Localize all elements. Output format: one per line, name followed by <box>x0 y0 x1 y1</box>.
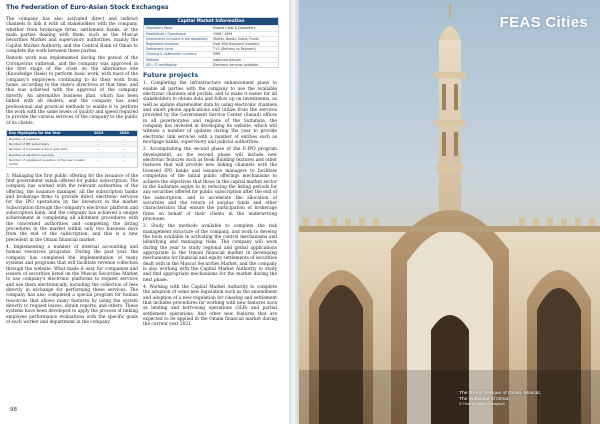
info-value: 1998 / 1999 <box>213 31 233 36</box>
table-row <box>7 136 137 141</box>
section-heading-future-projects: Future projects <box>143 70 199 79</box>
table-header-cell: 2019 <box>93 130 104 135</box>
table-cell: Number of IPO subscribers <box>9 142 50 147</box>
caption-line: The Grand Mosque of Oman, Muscat, <box>459 391 542 396</box>
info-row <box>144 46 278 51</box>
table-cell: Number of registered investors in the new investor portal <box>9 158 86 167</box>
info-box <box>143 17 279 68</box>
info-key: ISO / IT certification <box>146 62 178 67</box>
table-cell: … <box>97 136 101 141</box>
paragraph: 3. Study the methods available to complete the risk management structure of the company, and work to develop the tools available in activating the control mechanisms and identifying and managing risks. The company will work during the year to study regional and global applications appropriate to the Omani financial market in developing mechanisms for financial and equity settlements of securities dealt with in the Muscat Securities Market, and the company is also working with the Capital Market Authority to study and find appropriate mechanisms for the market during the next phase. <box>143 224 277 283</box>
table-cell: Number of electronic services <box>9 152 54 157</box>
grand-mosque-photo <box>299 0 600 424</box>
info-key: Established / Operational <box>146 31 187 36</box>
info-row <box>144 62 278 67</box>
photo-caption <box>459 391 595 408</box>
book-gutter <box>289 0 299 424</box>
photo-credit: © Photo by Majid on Unsplash <box>459 402 505 407</box>
running-header: The Federation of Euro-Asian Stock Exchanges <box>6 4 169 11</box>
info-key: Settlement cycle <box>146 47 173 52</box>
table-header-cell: Key Highlights for the Year <box>9 130 61 135</box>
table-cell: Number of investors <box>9 136 40 141</box>
table-cell: … <box>97 158 101 163</box>
paragraph: 1. Completing the infrastructure enhancement plans to enable all parties with the company to use the available electronic channels and portals, and to make it easier for all stakeholders to obtain data and follow up on investments, as well as update shareholder data by using electronic channels and smart phone applications and utilize from the services provided by the Government Service Center (Sanad) offices in all governorates and regions of the Sultanate, the company has invested in developing its website, which will witness a number of updates during the year to provide electronic link services with a number of entities such as mortgage banks, supervisory and judicial authorities. <box>143 81 277 146</box>
text-column-left <box>6 17 138 327</box>
table-cell: … <box>122 158 126 163</box>
info-value: Electronic services available <box>213 62 259 67</box>
info-value: Muscat Clear & Depository <box>213 26 256 31</box>
table-header-cell: 2020 <box>119 130 129 135</box>
info-key: Instruments included in the depository <box>146 36 208 41</box>
info-box-title: Capital Market Information <box>144 18 278 25</box>
paragraph: The company has also activated direct and indirect channels to link it with all stakeholders with the company, whether from brokerage firms, settlement banks, or the main parties dealing with them, such as the Muscat Securities Market and supervisory authorities, mainly the Capital Market Authority and the Central Bank of Oman to complete the work between these parties. <box>6 17 138 55</box>
info-value: Over 600 thousand investors <box>213 41 260 46</box>
info-key: Registered Investors <box>146 41 179 46</box>
table-row <box>7 157 137 167</box>
highlights-table <box>6 130 138 168</box>
table-row <box>7 141 137 146</box>
table-cell: … <box>97 152 101 157</box>
info-value: T+2 (Delivery vs Payment) <box>213 47 256 52</box>
table-cell: … <box>122 142 126 147</box>
paragraph: Remote work was implemented during the period of the Coronavirus outbreak, and the company was approved in the first stage of the crisis on the alternative site (Knowledge Oasis) to perform basic work, with most of the company's employees continuing to do their work from home, according to the state's directives at that time, and this was achieved with the approval of the company directly. An alternative business plan, which has been linked with all dealers, and the company has used professional and practical methods to enable it to perform the work with the same levels of quality and speed required to provide the various services of the company to the public of its clients. <box>6 56 138 126</box>
table-row <box>7 152 137 157</box>
info-value: www.mcd.gov.om <box>213 57 242 62</box>
table-cell: … <box>97 142 101 147</box>
info-row <box>144 31 278 36</box>
info-row <box>144 57 278 62</box>
info-row <box>144 25 278 30</box>
text-column-right <box>143 17 277 330</box>
table-header-row <box>7 131 137 136</box>
page-number: 98 <box>10 407 17 413</box>
info-row <box>144 51 278 56</box>
paragraph: 4. Working with the Capital Market Authority to complete the adoption of some new legislation such as the amendment and adoption of a new regulation for clearing and settlement that includes procedures for working with new features such as lending and borrowing operations (SLB) and partial settlement operations. And other new features that are expected to be applied in the Omani financial market during the current year 2021. <box>143 285 277 328</box>
info-row <box>144 36 278 41</box>
info-value: Shares, Bonds, Sukuk, Funds <box>213 36 259 41</box>
info-key: Website <box>146 57 159 62</box>
table-cell: … <box>122 152 126 157</box>
info-key: Clearing & Settlement Currency <box>146 52 197 57</box>
table-cell: … <box>122 147 126 152</box>
right-page-photo <box>299 0 600 424</box>
table-cell: … <box>97 147 101 152</box>
paragraph: 4. Implementing a number of internal accounting and human resources programs. During the past year, the company has completed the implementation of many systems and programs that will facilitate revenue collection through the website. What made it easy for companies and issuers of securities listed on the Muscat Securities Market to use company's electronic platforms to request services and use them electronically, including the collection of fees directly in exchange for performing these services. The company has also completed a special program for human resources that allows many features by using the system directly to request leaves, obtain reports, and others. These systems have been developed to apply the process of linking employee performance evaluations with the specific goals of each worker and department in the company. <box>6 245 139 325</box>
table-cell: Number of corporate actions executed <box>9 147 67 152</box>
caption-line: The Sultanate of Oman <box>459 396 510 402</box>
info-row <box>144 41 278 46</box>
table-cell: … <box>122 136 126 141</box>
info-key: Depository Body <box>146 26 173 31</box>
info-value: OMR <box>213 52 221 57</box>
paragraph: 2. Accomplishing the second phase of the E-IPO program development, as the second phase will include new electronic features such as Book Building features and other features that will provide new linking channels with the licensed IPO banks and issuance managers to facilitate completion of the initial public offerings mechanisms to achieve the objectives that those in the capital market sector in the Sultanate aspire to in reducing the listing periods for any securities offered for public subscription after the end of the subscription, and to accelerate the allocation of securities and the return of surplus funds and other characteristics that ensure the participation of brokerage firms on behalf of their clients in the underwriting processes. <box>143 147 277 222</box>
table-row <box>7 146 137 151</box>
left-page <box>0 0 289 424</box>
feas-cities-title: FEAS Cities <box>499 14 588 31</box>
paragraph: 3. Managing the first public offering for the issuance of the first government sukuk offered for public subscription. The company has worked with the relevant authorities of the offering, the issuance manager, all the subscription banks and brokerage firms to provide direct electronic services for the IPO operations by the investors in the market Subscription through the company's electronic platform and subscription bank, and the company has achieved a unique achievement in completing all allotment procedures with the concerned authorities and completing the listing procedures in the market within only two business days from the end of the subscription, and this is a new precedent in the Omani financial market. <box>6 173 138 243</box>
